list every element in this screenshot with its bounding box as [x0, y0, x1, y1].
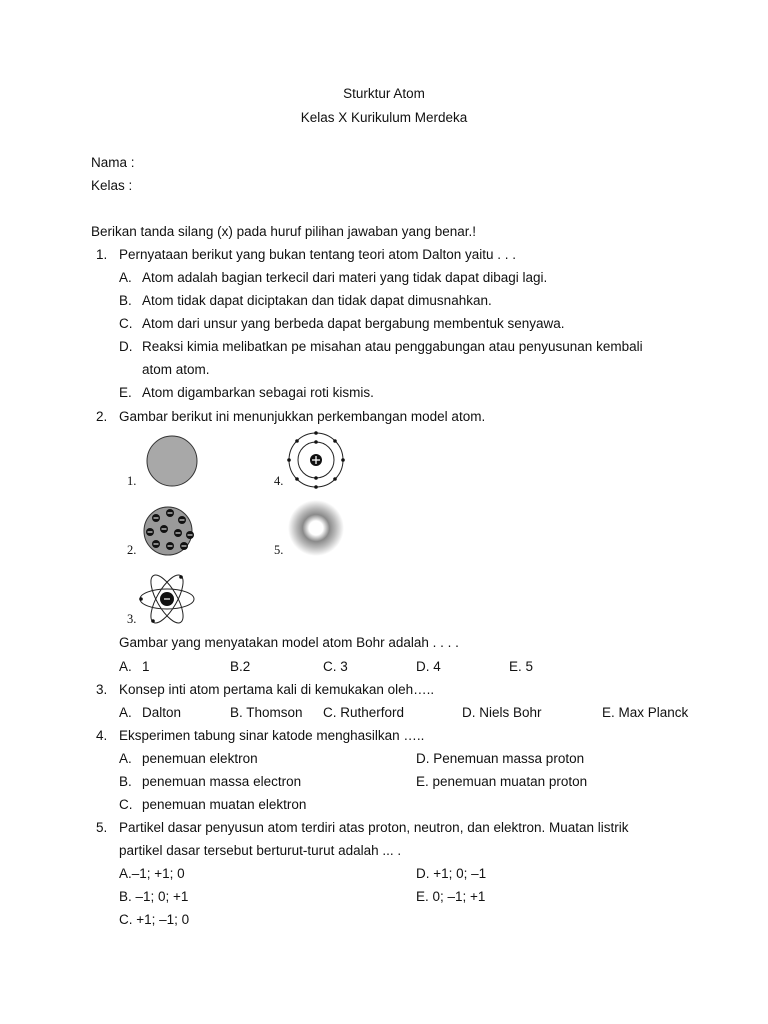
q3-option-a: Dalton: [142, 705, 182, 720]
q5-text-line1: Partikel dasar penyusun atom terdiri atas proton, neutron, dan elektron. Muatan listrik: [119, 820, 629, 835]
q3-option-b: B. Thomson: [230, 705, 303, 720]
q1-text: Pernyataan berikut yang bukan tentang teori atom Dalton yaitu . . .: [119, 247, 516, 262]
q3-option-d: D. Niels Bohr: [462, 705, 542, 720]
q4-text: Eksperimen tabung sinar katode menghasilkan …..: [119, 728, 425, 743]
q3-option-c: C. Rutherford: [323, 705, 405, 720]
q2-option-d: D. 4: [416, 659, 441, 674]
q5-option-b: B. –1; 0; +1: [119, 889, 189, 904]
q2-option-c: C. 3: [323, 659, 348, 674]
q1-option-a-letter: A.: [119, 270, 132, 285]
q1-option-d-letter: D.: [119, 339, 133, 354]
figure-label-4: 4.: [274, 474, 284, 488]
q1-number: 1.: [96, 247, 108, 262]
q3-option-e: E. Max Planck: [602, 705, 689, 720]
q2-number: 2.: [96, 409, 108, 424]
dalton-model-figure: [142, 432, 202, 492]
q2-option-a: 1: [142, 659, 150, 674]
q1-option-d: Reaksi kimia melibatkan pe misahan atau penggabungan atau penyusunan kembali: [142, 339, 643, 354]
q4-option-e: E. penemuan muatan proton: [416, 774, 588, 789]
figure-label-1: 1.: [127, 474, 137, 488]
q4-option-d: D. Penemuan massa proton: [416, 751, 585, 766]
page-subtitle: Kelas X Kurikulum Merdeka: [300, 110, 468, 125]
q1-option-c-letter: C.: [119, 316, 133, 331]
q2-text: Gambar berikut ini menunjukkan perkembangan model atom.: [119, 409, 486, 424]
q5-number: 5.: [96, 820, 108, 835]
q2-question: Gambar yang menyatakan model atom Bohr adalah . . . .: [119, 635, 459, 650]
q5-option-d: D. +1; 0; –1: [416, 866, 487, 881]
q4-option-b: penemuan massa electron: [142, 774, 302, 789]
page-title: Sturktur Atom: [343, 86, 425, 101]
q1-option-e: Atom digambarkan sebagai roti kismis.: [142, 385, 374, 400]
q3-option-a-letter: A.: [119, 705, 132, 720]
q5-option-e: E. 0; –1; +1: [416, 889, 486, 904]
q4-option-a-letter: A.: [119, 751, 132, 766]
q1-option-d-continued: atom atom.: [142, 362, 210, 377]
q1-option-c: Atom dari unsur yang berbeda dapat bergabung membentuk senyawa.: [142, 316, 565, 331]
q2-option-b: B.2: [230, 659, 251, 674]
bohr-model-figure: [285, 428, 349, 492]
instruction-text: Berikan tanda silang (x) pada huruf pilihan jawaban yang benar.!: [91, 224, 477, 239]
q5-text-line2: partikel dasar tersebut berturut-turut adalah ... .: [119, 843, 402, 858]
q5-option-c: C. +1; –1; 0: [119, 912, 190, 927]
class-label: Kelas :: [91, 178, 133, 193]
q5-option-a: A.–1; +1; 0: [119, 866, 185, 881]
q4-option-c: penemuan muatan elektron: [142, 797, 307, 812]
name-label: Nama :: [91, 155, 135, 170]
q2-option-e: E. 5: [509, 659, 534, 674]
quantum-model-figure: [286, 498, 346, 558]
q1-option-b: Atom tidak dapat diciptakan dan tidak dapat dimusnahkan.: [142, 293, 492, 308]
rutherford-model-figure: [138, 570, 198, 626]
q1-option-a: Atom adalah bagian terkecil dari materi yang tidak dapat dibagi lagi.: [142, 270, 548, 285]
figure-label-2: 2.: [127, 543, 137, 557]
q4-option-b-letter: B.: [119, 774, 132, 789]
q4-number: 4.: [96, 728, 108, 743]
q1-option-e-letter: E.: [119, 385, 132, 400]
q1-option-b-letter: B.: [119, 293, 132, 308]
q4-option-a: penemuan elektron: [142, 751, 258, 766]
q3-text: Konsep inti atom pertama kali di kemukakan oleh…..: [119, 682, 435, 697]
q3-number: 3.: [96, 682, 108, 697]
figure-label-5: 5.: [274, 543, 284, 557]
thomson-model-figure: [138, 502, 198, 562]
q4-option-c-letter: C.: [119, 797, 133, 812]
figure-label-3: 3.: [127, 612, 137, 626]
q2-option-a-letter: A.: [119, 659, 132, 674]
